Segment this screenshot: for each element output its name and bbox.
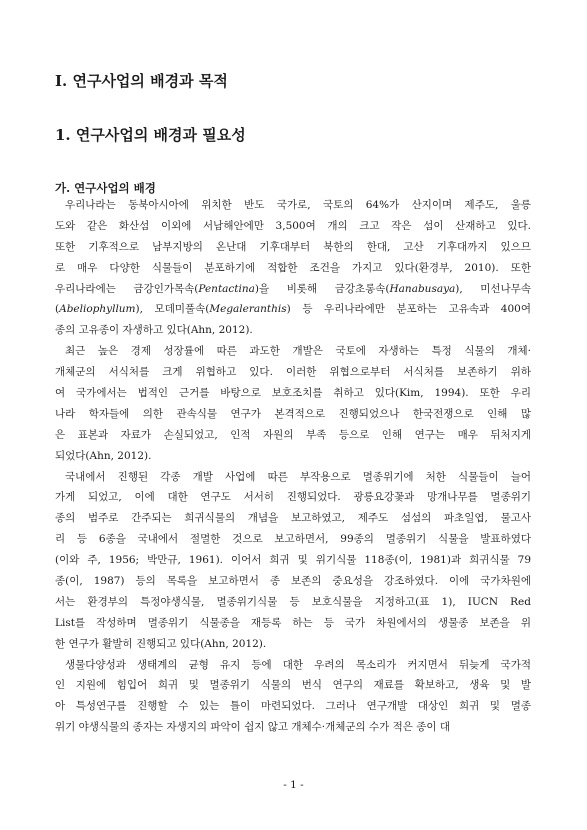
paragraph-line: 위기 야생식물의 종자는 자생지의 파악이 쉽지 않고 개체수·개체군의 수가 적은 종이 대 (55, 721, 451, 734)
section-heading: 1. 연구사업의 배경과 필요성 (55, 126, 246, 144)
paragraph-line: List를 작성하며 멸종위기 식물종을 재등록 하는 등 국가 차원에서의 생물종 보존을 위 (55, 616, 531, 629)
paragraph (55, 467, 531, 655)
paragraph-line: 생물다양성과 생태계의 균형 유지 등에 대한 우려의 목소리가 커지면서 뒤늦게 국가적 (65, 658, 531, 671)
paragraph-line: 우리나라에는 금강인가목속(Pentactina)을 비롯해 금강초롱속(Hanabusaya), 미선나무속 (55, 282, 531, 295)
chapter-heading: I. 연구사업의 배경과 목적 (55, 72, 228, 90)
paragraph-line: 은 표본과 자료가 손실되었고, 인적 자원의 부족 등으로 인해 연구는 매우 뒤처지게 (55, 428, 531, 441)
paragraph-line: 아 특성연구를 진행할 수 있는 틀이 마련되었다. 그러나 연구개발 대상인 희귀 및 멸종 (55, 700, 531, 713)
paragraph-line: 가게 되었고, 이에 대한 연구도 서서히 진행되었다. 광릉요강꽃과 망개나무를 멸종위기 (55, 491, 531, 504)
paragraph-line: 여 국가에서는 법적인 근거를 바탕으로 보호조치를 취하고 있다(Kim, 1994). 또한 우리 (55, 387, 531, 400)
paragraph-line: 종(이, 1987) 등의 목록을 보고하면서 종 보존의 중요성을 강조하였다. 이에 국가차원에 (55, 575, 531, 588)
paragraph-line: 국내에서 진행된 각종 개발 사업에 따른 부작용으로 멸종위기에 처한 식물들이 늘어 (65, 470, 531, 483)
paragraph-line: (Abeliophyllum), 모데미풀속(Megaleranthis) 등 우리나라에만 분포하는 고유속과 400여 (55, 303, 531, 316)
paragraph-line: 개체군의 서식처를 크게 위협하고 있다. 이러한 위협으로부터 서식처를 보존하기 위하 (55, 366, 531, 379)
paragraph-line: 서는 환경부의 특정야생식물, 멸종위기식물 등 보호식물을 지정하고(표 1), IUCN Red (55, 595, 531, 608)
paragraph (55, 655, 531, 739)
paragraph (55, 341, 531, 466)
paragraph-line: 한 연구가 활발히 진행되고 있다(Ahn, 2012). (55, 637, 267, 650)
paragraph-line: 우리나라는 동북아시아에 위치한 반도 국가로, 국토의 64%가 산지이며 제주도, 울릉 (65, 199, 531, 211)
paragraph-line: 종의 고유종이 자생하고 있다(Ahn, 2012). (55, 324, 253, 337)
paragraph-line: 되었다(Ahn, 2012). (55, 449, 152, 462)
paragraph-line: 도와 같은 화산섬 이외에 서남해안에만 3,500여 개의 크고 작은 섬이 산재하고 있다. (55, 219, 531, 232)
body-text (55, 195, 531, 738)
paragraph-line: 리 등 6종을 국내에서 절멸한 것으로 보고하면서, 99종의 멸종위기 식물을 발표하였다 (55, 533, 531, 546)
page-number: - 1 - (283, 779, 304, 791)
paragraph-line: 나라 학자들에 의한 관속식물 연구가 본격적으로 진행되었으나 한국전쟁으로 인해 많 (55, 407, 531, 420)
subsection-heading: 가. 연구사업의 배경 (55, 181, 156, 195)
paragraph-line: 로 매우 다양한 식물들이 분포하기에 적합한 조건을 가지고 있다(환경부, 2010). 또한 (55, 261, 531, 274)
paragraph-line: (이와 주, 1956; 박만규, 1961). 이어서 희귀 및 위기식물 118종(이, 1981)과 희귀식물 79 (55, 554, 531, 567)
paragraph-line: 또한 기후적으로 남부지방의 온난대 기후대부터 북한의 한대, 고산 기후대까지 있으므 (55, 240, 531, 253)
paragraph-line: 종의 범주로 간주되는 희귀식물의 개념을 보고하였고, 제주도 섬섬의 파초일엽, 물고사 (55, 512, 531, 525)
paragraph (55, 195, 531, 341)
paragraph-line: 최근 높은 경제 성장률에 따른 과도한 개발은 국토에 자생하는 특정 식물의 개체· (65, 345, 531, 358)
paragraph-line: 인 지원에 힘입어 희귀 및 멸종위기 식물의 번식 연구의 재료를 확보하고, 생육 및 발 (55, 679, 531, 692)
